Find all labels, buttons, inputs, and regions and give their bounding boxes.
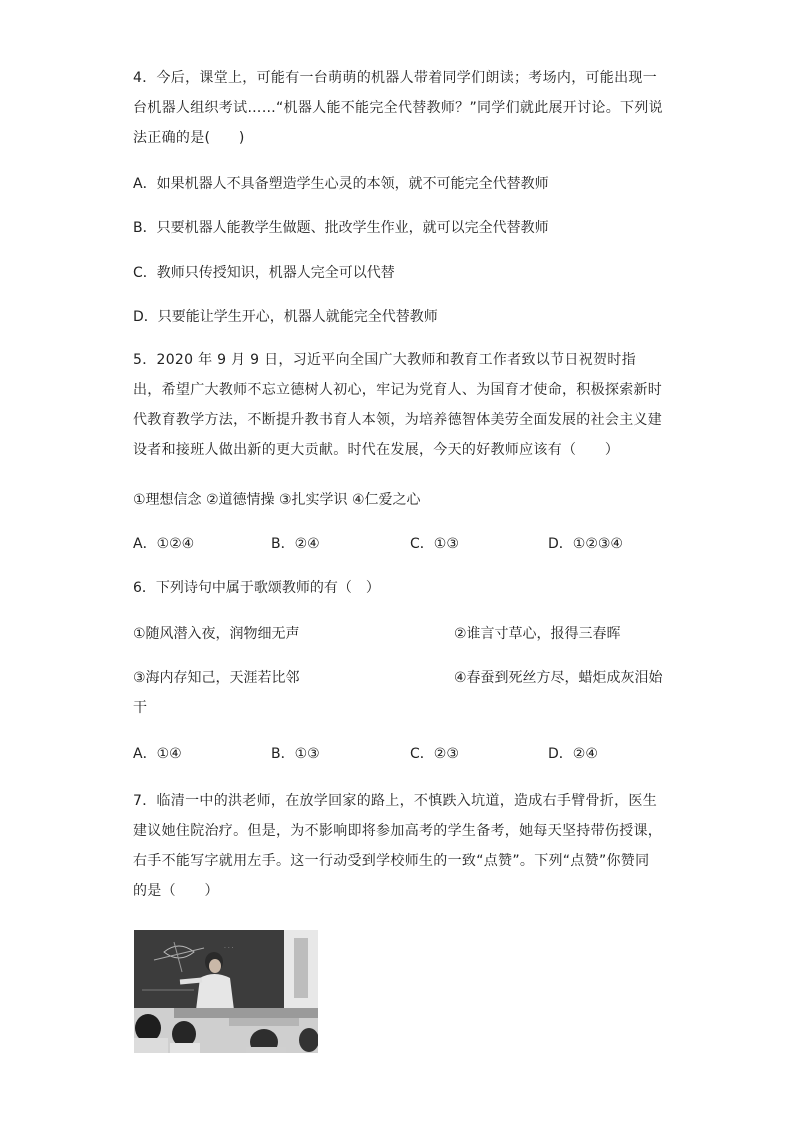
question-7-stem: 7．临清一中的洪老师，在放学回家的路上，不慎跌入坑道，造成右手臂骨折，医生建议她住院治疗。但是，为不影响即将参加高考的学生备考，她每天坚持带伤授课，右手不能写字就用左手。这一行动受到学校师生的一致“点赞”。下列“点赞”你赞同的是（ ） [133, 793, 663, 899]
question-6-option-b: B．①③ [271, 746, 320, 762]
question-6-option-a: A．①④ [133, 746, 182, 762]
teacher-at-blackboard-image [134, 930, 318, 1053]
question-4-option-a: A．如果机器人不具备塑造学生心灵的本领，就不可能完全代替教师 [133, 176, 549, 192]
svg-text:· · ·: · · · [224, 945, 234, 952]
question-5-option-c: C．①③ [410, 536, 459, 552]
classroom-photo [134, 930, 318, 1053]
question-4-option-d: D．只要能让学生开心，机器人就能完全代替教师 [133, 309, 438, 325]
question-6-stem: 6．下列诗句中属于歌颂教师的有（ ） [133, 580, 380, 596]
question-4-option-b: B．只要机器人能教学生做题、批改学生作业，就可以完全代替教师 [133, 220, 549, 236]
question-6-option-c: C．②③ [410, 746, 459, 762]
question-5-option-a: A．①②④ [133, 536, 195, 552]
question-6-option-d: D．②④ [548, 746, 598, 762]
question-4-stem: 4．今后，课堂上，可能有一台萌萌的机器人带着同学们朗读；考场内，可能出现一台机器人组织考试……“机器人能不能完全代替教师？”同学们就此展开讨论。下列说法正确的是( ) [133, 70, 663, 146]
question-6-item-1: ①随风潜入夜，润物细无声 [133, 626, 300, 642]
question-5-option-d: D．①②③④ [548, 536, 623, 552]
question-6-item-4-continued: 干 [133, 700, 147, 716]
question-5-stem: 5．2020 年 9 月 9 日，习近平向全国广大教师和教育工作者致以节日祝贺时指出，希望广大教师不忘立德树人初心，牢记为党育人、为国育才使命，积极探索新时代教育教学方法，不断提升教书育人本领，为培养德智体美劳全面发展的社会主义建设者和接班人做出新的更大贡献。时代在发展，今天的好教师应该有（ ） [133, 352, 663, 458]
question-4-option-c: C．教师只传授知识，机器人完全可以代替 [133, 265, 395, 281]
question-6-item-2: ②谁言寸草心，报得三春晖 [454, 626, 621, 642]
question-5-items: ①理想信念 ②道德情操 ③扎实学识 ④仁爱之心 [133, 492, 421, 508]
question-6-item-3: ③海内存知己，天涯若比邻 [133, 670, 300, 686]
question-5-option-b: B．②④ [271, 536, 320, 552]
question-6-item-4: ④春蚕到死丝方尽，蜡炬成灰泪始 [454, 670, 663, 686]
